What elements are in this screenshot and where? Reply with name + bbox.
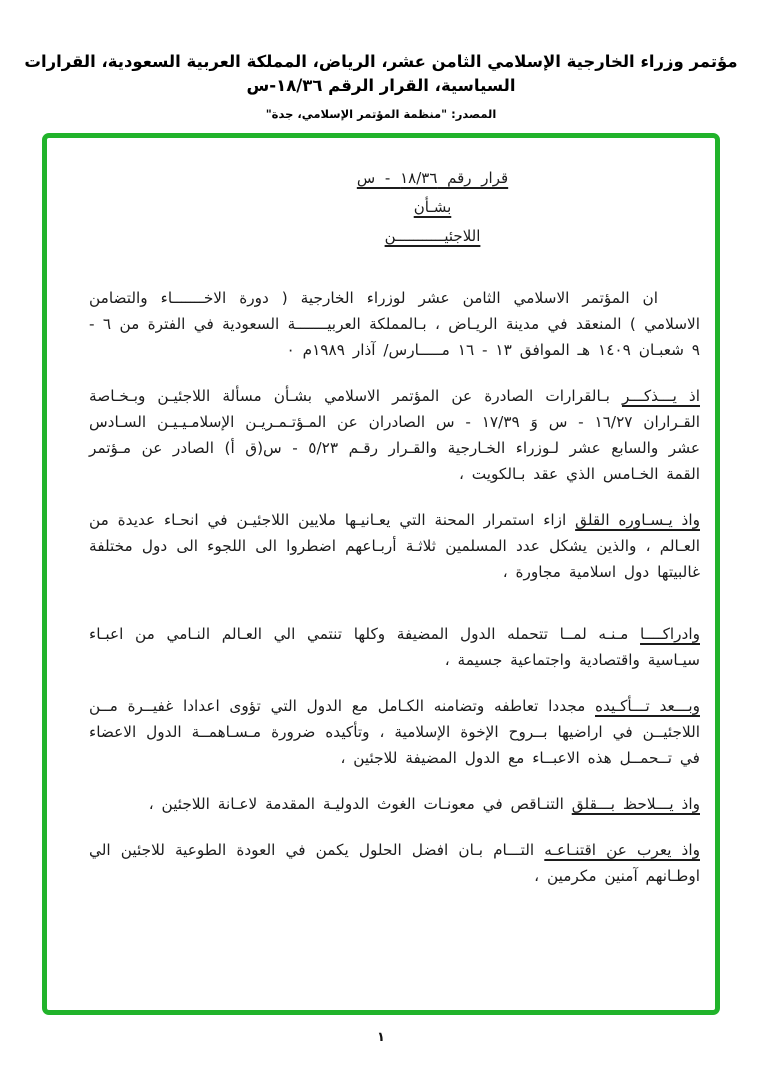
page-number: ١ [377,1030,385,1045]
paragraph-lead: اذ يـــذكـــر [621,387,700,405]
header-citation: مؤتمر وزراء الخارجية الإسلامي الثامن عشر، الرياض، المملكة العربية السعودية، القرارات السياسية، القرار الرقم ١٨/٣٦-س [24,52,738,95]
resolution-subject-label: بشـأن [413,198,452,216]
paragraph-lead: وادراكــــا [640,625,700,643]
document-frame [42,133,720,1015]
paragraph-lead: وبـــعد تـــأكـيده [595,697,700,715]
paragraph-lead: واذ يـــلاحظ بـــقلق [571,795,700,813]
paragraph-session-intro [89,285,700,363]
paragraph-lead: واذ يعرب عن اقتنـاعـه [544,841,700,859]
paragraph-text: التـــام بـان افضل الحلول يكمن في العودة الطوعية للاجئين الي اوطـانهم آمنين مكرمين ، [89,841,700,885]
paragraph-text: ازاء استمرار المحنة التي يعـانيـها ملايين اللاجئيـن في انحـاء عديدة من العـالم ، والذين يشكل عدد المسلمين ثلاثـة أربـاعهم اضطروا الى اللجوء الى دول مختلفة غالبيتها دول اسلامية مجاورة ، [89,511,700,581]
paragraph-text: مـنـه لمــا تتحمله الدول المضيفة وكلها تنتمي الي العـالم النـامي من اعبـاء سيـاسية واقتصادية واجتماعية جسيمة ، [89,625,700,669]
header-source: المصدر: "منظمة المؤتمر الإسلامي، جدة" [265,107,497,121]
paragraph-text: مجددا تعاطفه وتضامنه الكـامل مع الدول التي تؤوى اعدادا غفيــرة مــن اللاجئيــن في اراضيها بــروح الإخوة الإسلامية ، وتأكيده ضرورة مـسـاهمــة الدول الاعضاء في تــحمــل هذه الاعبــاء مع الدول المضيفة للاجئين ، [89,697,700,767]
resolution-subject: اللاجئيـــــــــــن [384,227,481,245]
paragraph-text: ان المؤتمر الاسلامي الثامن عشر لوزراء الخارجية ( دورة الاخـــــــاء والتضامن الاسلامي ) المنعقد في مدينة الريـاض ، بـالمملكة العربيـــــــة السعودية في الفترة من ٦ - ٩ شعبـان ١٤٠٩ هـ الموافق ١٣ - ١٦ مـــــارس/ آذار ١٩٨٩م ٠ [89,289,701,359]
paragraph-text: بـالقرارات الصادرة عن المؤتمر الاسلامي بشـأن مسألة اللاجئيـن وبـخـاصة القـراران ١٦/٢٧ - س وَ ١٧/٣٩ - س الصادران عن المـؤتـمـريـن الإسلامـيـيـن السـادس عشر والسابع عشر لـوزراء الخـارجية والقـرار رقـم ٥/٢٣ - س(ق أ) الصادر عن مـؤتمر القمة الخـامس الذي عقد بـالكويت ، [89,387,701,483]
resolution-title [127,164,720,251]
paragraph-noting-aid-decline [89,791,700,817]
resolution-number: قرار رقم ١٨/٣٦ - س [356,169,509,187]
paragraph-awareness-host-states [89,621,700,673]
paragraph-conviction-voluntary-return [89,837,700,889]
paragraph-recalling-resolutions [89,383,700,487]
paragraph-concern-refugees [89,507,700,585]
document-header [0,50,762,121]
paragraph-reaffirming-solidarity [89,693,700,771]
paragraph-lead: واذ يـسـاوره القلق [575,511,700,529]
paragraph-text: التنـاقص في معونـات الغوث الدوليـة المقدمة لاعـانة اللاجئين ، [148,795,572,813]
